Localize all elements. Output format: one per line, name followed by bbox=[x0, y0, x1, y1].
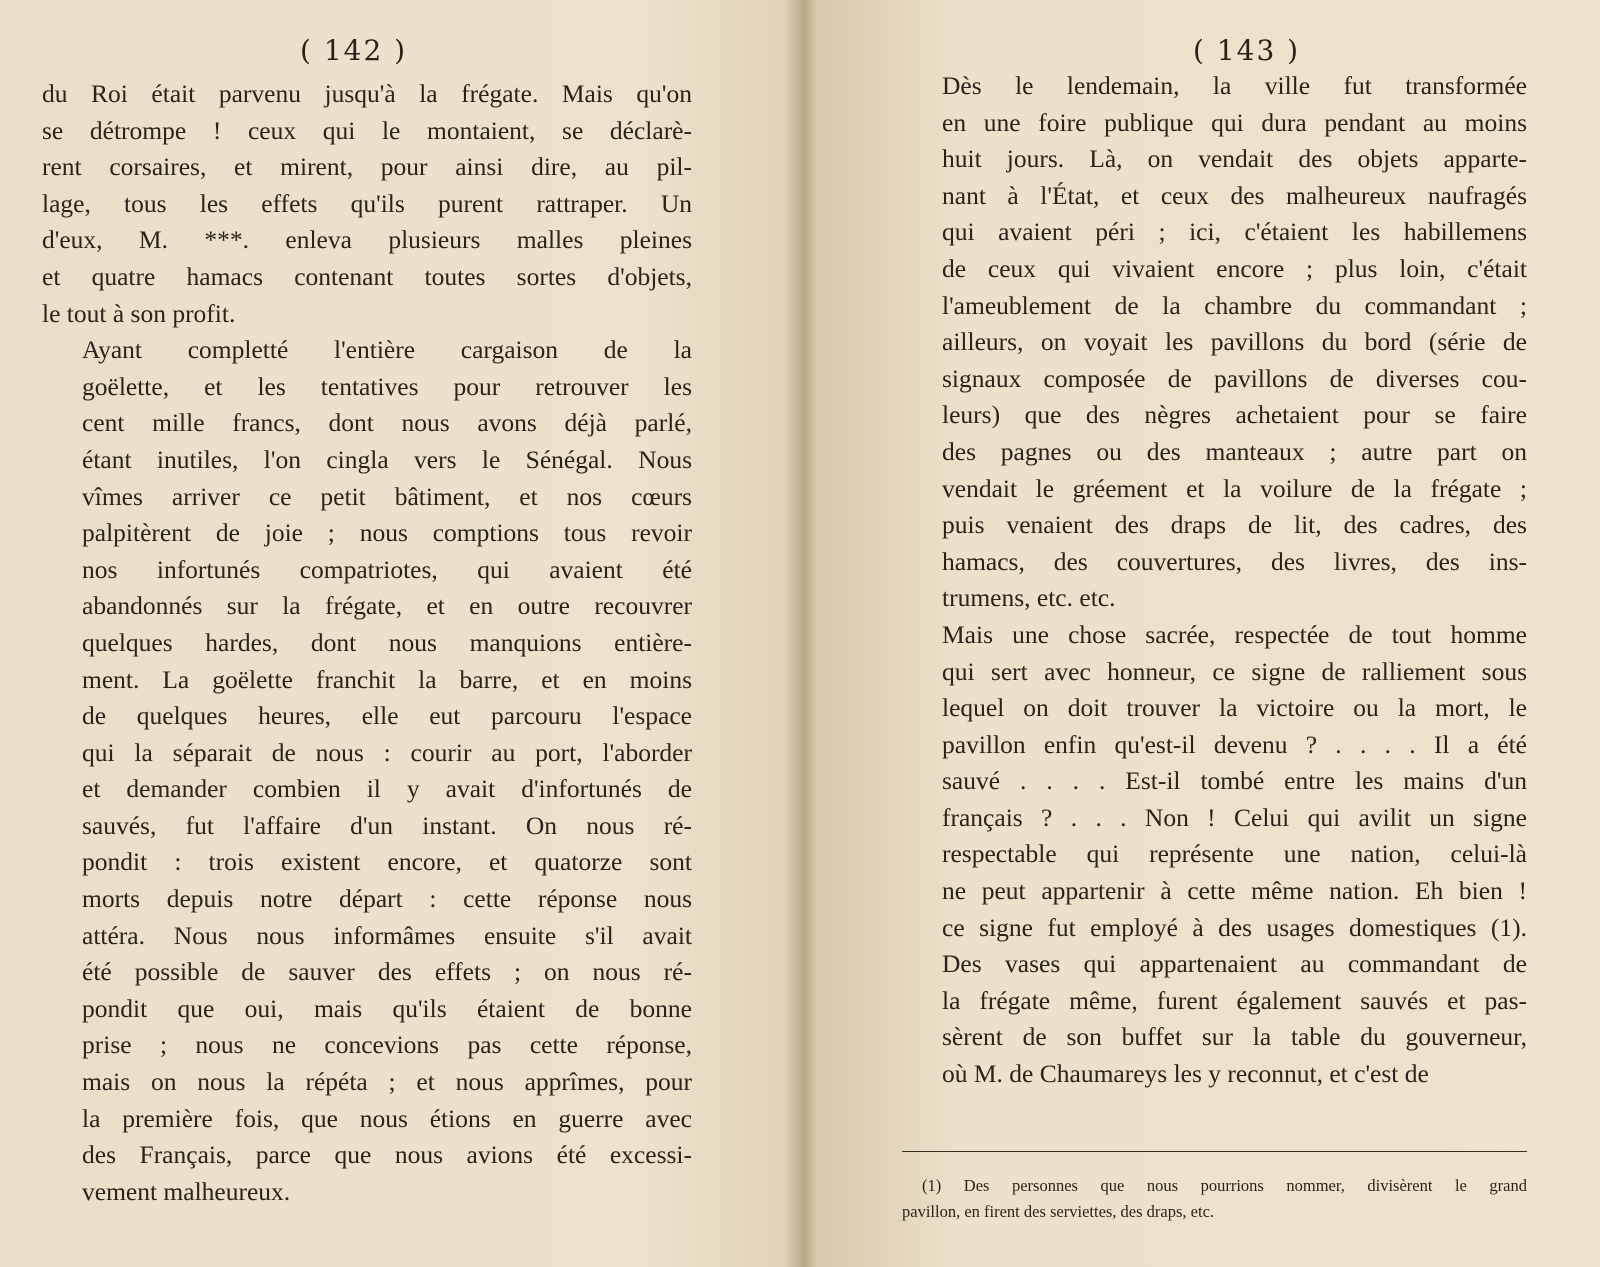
text-line: mais on nous la répéta ; et nous apprîmes, pour bbox=[82, 1067, 692, 1097]
text-line: rent corsaires, et mirent, pour ainsi dire, au pil- bbox=[42, 152, 692, 182]
text-line: palpitèrent de joie ; nous comptions tous revoir bbox=[82, 518, 692, 548]
text-line: ailleurs, on voyait les pavillons du bord (série de bbox=[942, 327, 1527, 357]
text-line: quelques hardes, dont nous manquions entière- bbox=[82, 627, 692, 657]
text-line: vendait le gréement et la voilure de la frégate ; bbox=[942, 473, 1527, 503]
text-line: abandonnés sur la frégate, et en outre recouvrer bbox=[82, 591, 692, 621]
text-line: pondit : trois existent encore, et quatorze sont bbox=[82, 847, 692, 877]
page-number: ( 143 ) bbox=[1193, 34, 1301, 67]
footnote-line: pavillon, en firent des serviettes, des draps, etc. bbox=[902, 1202, 1215, 1221]
text-line: la première fois, que nous étions en guerre avec bbox=[82, 1103, 692, 1133]
text-line: où M. de Chaumareys les y reconnut, et c'est de bbox=[942, 1059, 1429, 1089]
text-line: respectable qui représente une nation, celui-là bbox=[942, 839, 1527, 869]
text-line: de quelques heures, elle eut parcouru l'espace bbox=[82, 701, 692, 731]
text-line: ce signe fut employé à des usages domestiques (1). bbox=[942, 912, 1527, 942]
page-number: ( 142 ) bbox=[300, 34, 408, 67]
paragraph bbox=[902, 68, 1527, 617]
footnote-line: (1) Des personnes que nous pourrions nommer, divisèrent le grand bbox=[922, 1176, 1527, 1195]
paragraph bbox=[42, 76, 692, 332]
paragraph bbox=[42, 332, 692, 1210]
footnote bbox=[902, 1173, 1527, 1225]
text-line: Dès le lendemain, la ville fut transformée bbox=[942, 71, 1527, 100]
text-line: qui sert avec honneur, ce signe de ralliement sous bbox=[942, 656, 1527, 686]
text-line: sèrent de son buffet sur la table du gouverneur, bbox=[942, 1022, 1527, 1052]
text-line: de ceux qui vivaient encore ; plus loin, c'était bbox=[942, 253, 1527, 283]
text-line: Des vases qui appartenaient au commandant de bbox=[942, 949, 1527, 979]
text-line: le tout à son profit. bbox=[42, 298, 236, 328]
text-line: trumens, etc. etc. bbox=[942, 583, 1116, 613]
text-line: français ? . . . Non ! Celui qui avilit un signe bbox=[942, 802, 1527, 832]
text-line: et quatre hamacs contenant toutes sortes d'objets, bbox=[42, 261, 692, 291]
text-line: morts depuis notre départ : cette réponse nous bbox=[82, 884, 692, 914]
text-line: goëlette, et les tentatives pour retrouver les bbox=[82, 371, 692, 401]
text-line: Mais une chose sacrée, respectée de tout homme bbox=[942, 619, 1527, 649]
text-line: cent mille francs, dont nous avons déjà parlé, bbox=[82, 408, 692, 438]
text-line: sauvé . . . . Est-il tombé entre les mains d'un bbox=[942, 766, 1527, 796]
text-line: ment. La goëlette franchit la barre, et en moins bbox=[82, 664, 692, 694]
right-page bbox=[815, 0, 1600, 1267]
text-line: l'ameublement de la chambre du commandant ; bbox=[942, 290, 1527, 320]
text-line: ne peut appartenir à cette même nation. Eh bien ! bbox=[942, 876, 1527, 906]
text-line: des pagnes ou des manteaux ; autre part on bbox=[942, 436, 1527, 466]
text-line: pavillon enfin qu'est-il devenu ? . . . . Il a été bbox=[942, 729, 1527, 759]
text-line: d'eux, M. ***. enleva plusieurs malles pleines bbox=[42, 225, 692, 255]
text-line: attéra. Nous nous informâmes ensuite s'il avait bbox=[82, 920, 692, 950]
text-line: sauvés, fut l'affaire d'un instant. On nous ré- bbox=[82, 810, 692, 840]
text-line: du Roi était parvenu jusqu'à la frégate. Mais qu'on bbox=[42, 79, 692, 108]
text-line: qui avaient péri ; ici, c'étaient les habillemens bbox=[942, 217, 1527, 247]
text-line: Ayant completté l'entière cargaison de la bbox=[82, 335, 692, 365]
footnote-rule bbox=[902, 1151, 1527, 1152]
text-line: nos infortunés compatriotes, qui avaient été bbox=[82, 554, 692, 584]
text-line: étant inutiles, l'on cingla vers le Sénégal. Nous bbox=[82, 444, 692, 474]
text-line: vîmes arriver ce petit bâtiment, et nos cœurs bbox=[82, 481, 692, 511]
text-line: puis venaient des draps de lit, des cadres, des bbox=[942, 510, 1527, 540]
text-line: se détrompe ! ceux qui le montaient, se déclarè- bbox=[42, 115, 692, 145]
text-line: signaux composée de pavillons de diverses cou- bbox=[942, 363, 1527, 393]
text-line: en une foire publique qui dura pendant au moins bbox=[942, 107, 1527, 137]
text-line: été possible de sauver des effets ; on nous ré- bbox=[82, 957, 692, 987]
text-line: nant à l'État, et ceux des malheureux naufragés bbox=[942, 180, 1527, 210]
page-body bbox=[42, 76, 692, 1210]
text-line: pondit que oui, mais qu'ils étaient de bonne bbox=[82, 993, 692, 1023]
text-line: vement malheureux. bbox=[82, 1176, 291, 1206]
text-line: lage, tous les effets qu'ils purent rattraper. Un bbox=[42, 188, 692, 218]
page-body bbox=[902, 68, 1527, 1093]
text-line: la frégate même, furent également sauvés et pas- bbox=[942, 985, 1527, 1015]
text-line: leurs) que des nègres achetaient pour se faire bbox=[942, 400, 1527, 430]
text-line: prise ; nous ne concevions pas cette réponse, bbox=[82, 1030, 692, 1060]
paragraph bbox=[902, 617, 1527, 1093]
text-line: huit jours. Là, on vendait des objets apparte- bbox=[942, 144, 1527, 174]
text-line: et demander combien il y avait d'infortunés de bbox=[82, 774, 692, 804]
text-line: hamacs, des couvertures, des livres, des ins- bbox=[942, 546, 1527, 576]
text-line: qui la séparait de nous : courir au port, l'aborder bbox=[82, 737, 692, 767]
text-line: des Français, parce que nous avions été excessi- bbox=[82, 1140, 692, 1170]
text-line: lequel on doit trouver la victoire ou la mort, le bbox=[942, 693, 1527, 723]
